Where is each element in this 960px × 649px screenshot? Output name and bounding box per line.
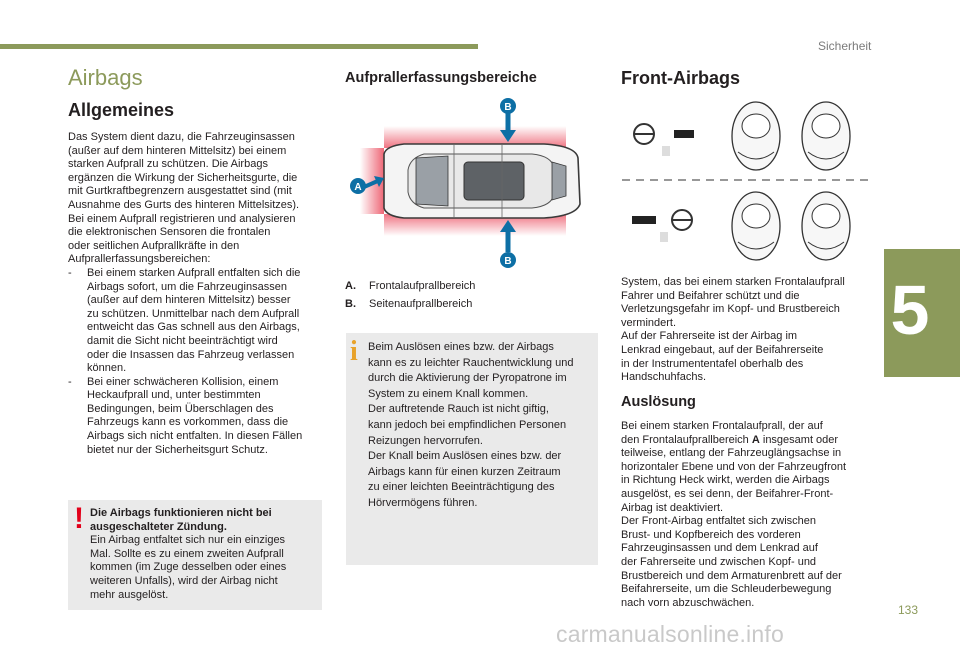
text-line: Beifahrerseite, um die Schleuderbewegung <box>621 583 832 596</box>
text-line: weiteren Unfalls), wird der Airbag nicht <box>90 574 278 587</box>
text-line: Bei einem starken Aufprall entfalten sich die <box>87 266 301 279</box>
text-fragment: den Frontalaufprallbereich <box>621 433 752 446</box>
legend-key: B. <box>345 297 356 310</box>
legend-text: Frontalaufprallbereich <box>369 280 476 292</box>
legend-item <box>345 298 595 312</box>
text-line: (außer auf dem hinteren Mittelsitz) bei einem <box>68 144 287 157</box>
occupant-driver-bottom <box>732 192 780 260</box>
occupant-passenger-bottom <box>802 192 850 260</box>
text-line: Brust- und Kopfbereich des vorderen <box>621 528 801 541</box>
text-line: Heckaufprall und, unter bestimmten <box>87 389 261 402</box>
text-line: mit Gurtkraftbegrenzern ausgestattet sind (mit <box>68 185 292 198</box>
label-b-top: B <box>504 102 512 113</box>
text-line: System zu einem Knall kommen. <box>368 387 529 400</box>
windshield <box>416 156 448 206</box>
text-line: die elektronischen Sensoren die frontalen <box>68 226 271 239</box>
text-line <box>621 434 877 448</box>
text-line: Handschuhfachs. <box>621 371 706 384</box>
legend-key: A. <box>345 280 356 292</box>
text-line: (außer auf dem hinteren Mittelsitz) besser <box>87 294 291 307</box>
text-line: Hörvermögens führen. <box>368 496 478 509</box>
text-line: entweicht das Gas schnell aus den Airbags, <box>87 321 300 334</box>
dashboard-icon <box>632 216 656 224</box>
chapter-number: 5 <box>890 271 930 349</box>
legend-text: Seitenaufprallbereich <box>369 297 473 310</box>
text-line: zu schützen. Unmittelbar nach dem Aufprall <box>87 307 300 320</box>
text-line: Der auftretende Rauch ist nicht giftig, <box>368 403 549 416</box>
seat-icon <box>660 232 668 242</box>
text-line: Mal. Sollte es zu einem zweiten Aufprall <box>90 547 284 560</box>
text-line: Ein Airbag entfaltet sich nur ein einziges <box>90 534 286 547</box>
text-line: oder seitlichen Aufprallkräfte in den <box>68 239 240 252</box>
text-line: damit die Sicht nicht beeinträchtigt wird <box>87 334 278 347</box>
text-line: Ausnahme des Gurts des hinteren Mittelsitzes). <box>68 198 300 211</box>
info-icon: i <box>350 336 358 367</box>
text-line: ausgelöst, es sei denn, der Beifahrer-Front- <box>621 487 834 500</box>
info-text <box>368 340 596 512</box>
label-a: A <box>354 182 362 193</box>
front-airbag-illustration <box>622 96 870 266</box>
bullet-dash: - <box>68 266 72 279</box>
trigger-paragraph <box>621 420 877 610</box>
text-line: Auf der Fahrerseite ist der Airbag im <box>621 330 798 343</box>
label-b-bottom: B <box>504 256 512 267</box>
page-number: 133 <box>898 603 919 617</box>
impact-zone-diagram <box>344 96 600 268</box>
text-line: Brustbereich und dem Armaturenbrett auf der <box>621 569 842 582</box>
text-line: horizontaler Ebene und von der Fahrzeugfront <box>621 460 847 473</box>
heading-allgemeines: Allgemeines <box>68 100 175 120</box>
warning-icon: ! <box>74 502 84 535</box>
text-line: kann es zu leichter Rauchentwicklung und <box>368 356 574 369</box>
text-line: Aufprallerfassungsbereichen: <box>68 253 211 266</box>
text-line: starken Aufprall zu schützen. Die Airbags <box>68 158 268 171</box>
text-line: vermindert. <box>621 316 677 329</box>
front-airbags-paragraph <box>621 276 877 385</box>
text-line: oder die Insassen das Fahrzeug verlassen <box>87 348 295 361</box>
text-line: in der Instrumententafel oberhalb des <box>621 357 804 370</box>
heading-ausloesung: Auslösung <box>621 394 696 410</box>
text-line: Der Knall beim Auslösen eines bzw. der <box>368 450 562 463</box>
text-line: ausgeschalteter Zündung. <box>90 520 227 533</box>
text-line: Lenkrad eingebaut, auf der Beifahrerseite <box>621 343 824 356</box>
text-line: der Fahrerseite und zwischen Kopf- und <box>621 555 817 568</box>
text-line: Airbags kann für einen kurzen Zeitraum <box>368 465 561 478</box>
text-line: Fahrzeugs kann es vorkommen, dass die <box>87 416 289 429</box>
text-fragment: insgesamt oder <box>759 433 839 446</box>
occupant-driver-top <box>732 102 780 170</box>
heading-front-airbags: Front-Airbags <box>621 68 740 88</box>
text-line: Das System dient dazu, die Fahrzeuginsassen <box>68 131 295 143</box>
legend-item <box>345 280 595 294</box>
text-line: Airbag ist deaktiviert. <box>621 501 724 514</box>
rear-window <box>552 162 566 200</box>
text-line: Airbags sich nicht entfalten. In diesen Fällen <box>87 430 303 443</box>
text-line: Bedingungen, beim Überschlagen des <box>87 402 274 415</box>
text-line: Fahrzeuginsassen und dem Lenkrad auf <box>621 542 818 555</box>
text-line: Fahrer und Beifahrer schützt und die <box>621 289 800 302</box>
header-bar <box>0 44 478 49</box>
text-line: kann jedoch bei empfindlichen Personen <box>368 418 567 431</box>
text-line: Bei einem Aufprall registrieren und analysieren <box>68 212 296 225</box>
text-line: System, das bei einem starken Frontalaufprall <box>621 276 845 288</box>
sunroof <box>464 162 524 200</box>
text-line: kommen (im Zuge desselben oder eines <box>90 561 287 574</box>
text-line: Die Airbags funktionieren nicht bei <box>90 507 272 519</box>
dashboard-icon <box>674 130 694 138</box>
page-title: Airbags <box>68 65 143 90</box>
zone-ref: A <box>751 433 760 446</box>
text-line: Airbags sofort, um die Fahrzeuginsassen <box>87 280 287 293</box>
text-line: können. <box>87 362 127 375</box>
list-item <box>68 376 328 458</box>
watermark: carmanualsonline.info <box>556 621 784 647</box>
bullet-dash: - <box>68 375 72 388</box>
text-line: Beim Auslösen eines bzw. der Airbags <box>368 341 554 353</box>
warning-text <box>90 507 320 602</box>
text-line: Bei einem starken Frontalaufprall, der auf <box>621 420 823 432</box>
text-line: Reizungen hervorrufen. <box>368 434 483 447</box>
list-item <box>68 267 328 376</box>
occupant-passenger-top <box>802 102 850 170</box>
text-line: ergänzen die Wirkung der Sicherheitsgurte, die <box>68 171 298 184</box>
text-line: teilweise, entlang der Fahrzeuglängsachse in <box>621 447 842 460</box>
heading-aufprallerfassungsbereiche: Aufprallerfassungsbereiche <box>345 70 537 86</box>
text-line: nach vorn abzuschwächen. <box>621 596 755 609</box>
text-line: durch die Aktivierung der Pyropatrone im <box>368 372 567 385</box>
text-line: Verletzungsgefahr im Kopf- und Brustbereich <box>621 303 840 316</box>
text-line: bietet nur der Sicherheitsgurt Schutz. <box>87 443 268 456</box>
section-title: Sicherheit <box>818 39 872 53</box>
text-line: mehr ausgelöst. <box>90 588 169 601</box>
text-line: Der Front-Airbag entfaltet sich zwischen <box>621 515 817 528</box>
text-line: zu einer leichten Beeinträchtigung des <box>368 481 555 494</box>
text-line: in Richtung Heck wirkt, werden die Airbags <box>621 474 830 487</box>
text-line: Bei einer schwächeren Kollision, einem <box>87 375 279 388</box>
diagram-legend <box>345 280 595 311</box>
intro-paragraph <box>68 131 328 457</box>
seat-icon <box>662 146 670 156</box>
